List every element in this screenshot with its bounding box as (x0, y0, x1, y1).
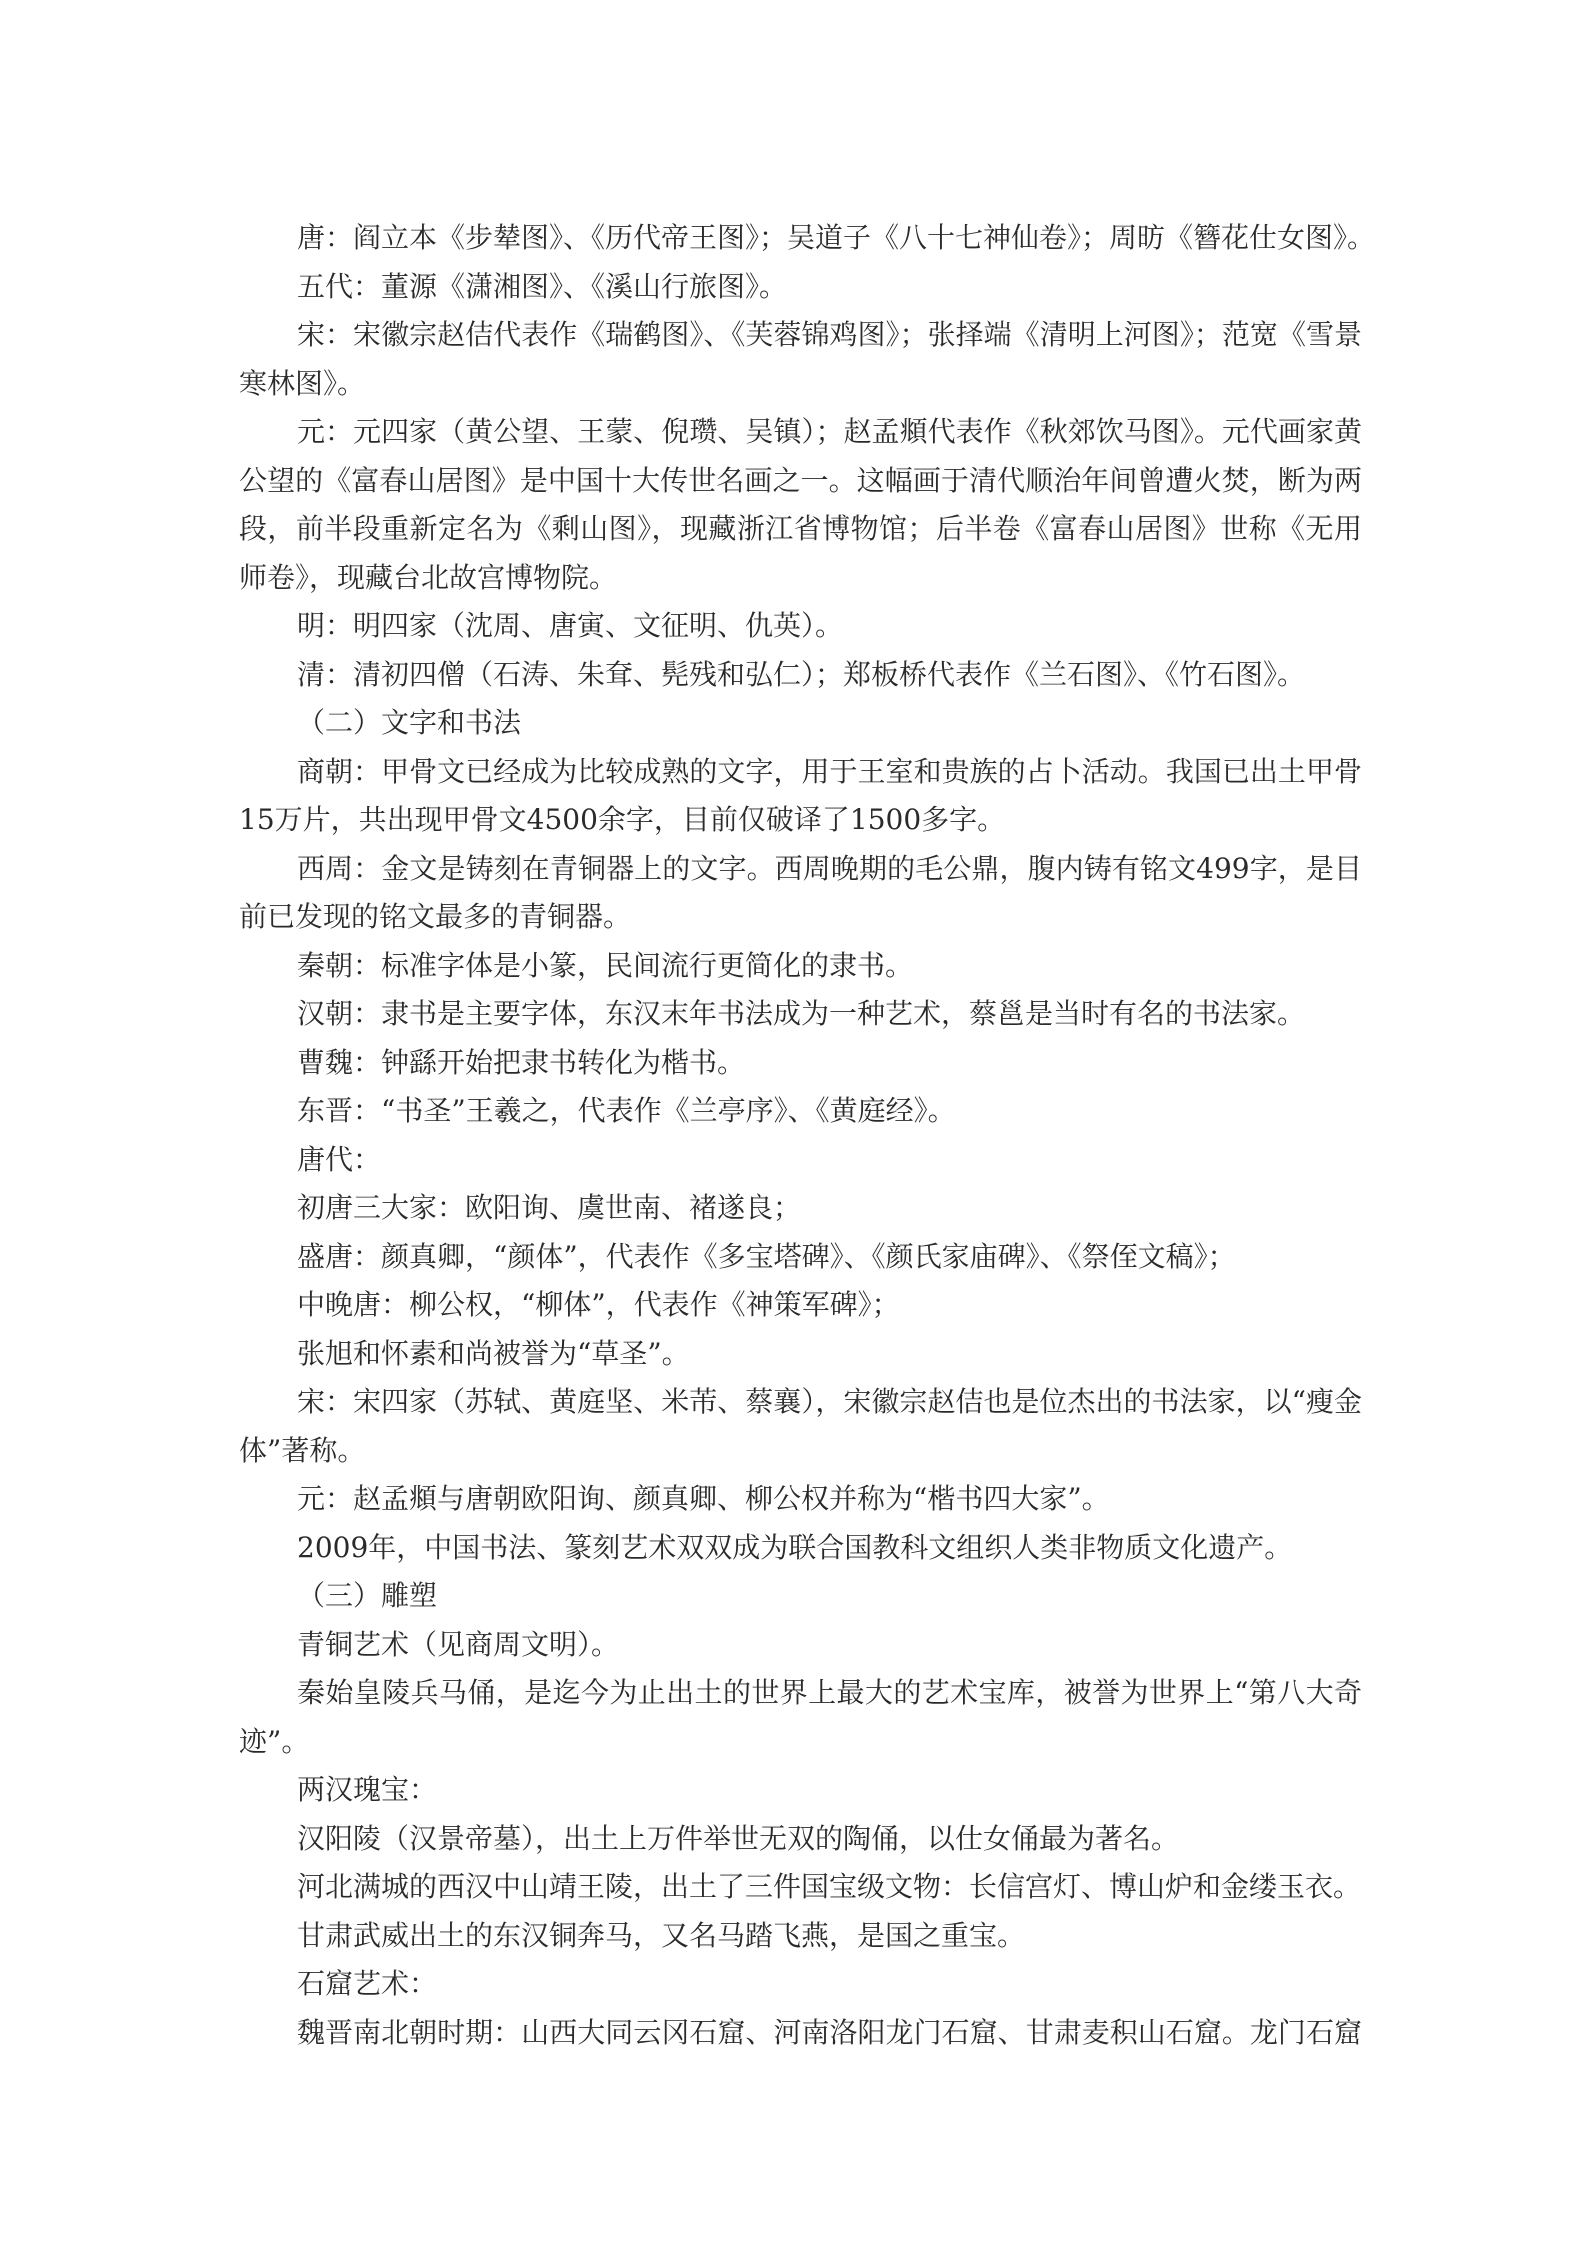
section-heading (239, 1572, 1362, 1621)
paragraph (239, 408, 1362, 602)
section-heading (239, 699, 1362, 748)
text-line: 公望的《富春山居图》是中国十大传世名画之一。这幅画于清代顺治年间曾遭火焚，断为两 (239, 463, 1362, 497)
text-line: 秦朝：标准字体是小篆，民间流行更简化的隶书。 (297, 948, 914, 982)
paragraph (239, 1912, 1362, 1961)
text-line: 迹”。 (239, 1724, 310, 1758)
text-line: 2009年，中国书法、篆刻艺术双双成为联合国教科文组织人类非物质文化遗产。 (297, 1530, 1293, 1564)
paragraph (239, 1815, 1362, 1864)
text-line: （三）雕塑 (297, 1579, 438, 1612)
paragraph (239, 602, 1362, 651)
text-line: （二）文字和书法 (297, 706, 522, 739)
paragraph (239, 1281, 1362, 1330)
text-line: 元：赵孟頫与唐朝欧阳询、颜真卿、柳公权并称为“楷书四大家”。 (297, 1482, 1110, 1515)
paragraph (239, 990, 1362, 1039)
text-line: 唐代： (297, 1142, 382, 1176)
paragraph (239, 214, 1376, 263)
paragraph (239, 1039, 1362, 1088)
text-line: 西周：金文是铸刻在青铜器上的文字。西周晚期的毛公鼎，腹内铸有铭文499字，是目 (297, 851, 1362, 885)
text-line: 中晚唐：柳公权，“柳体”，代表作《神策军碑》； (297, 1288, 900, 1321)
paragraph (239, 2009, 1362, 2058)
text-line: 初唐三大家：欧阳询、虞世南、褚遂良； (297, 1191, 802, 1224)
text-line: 五代：董源《潇湘图》、《溪山行旅图》。 (297, 269, 788, 303)
text-line: 唐：阎立本《步辇图》、《历代帝王图》；吴道子《八十七神仙卷》；周昉《簪花仕女图》。 (297, 221, 1376, 254)
text-line: 商朝：甲骨文已经成为比较成熟的文字，用于王室和贵族的占卜活动。我国已出土甲骨 (297, 754, 1362, 788)
text-line: 东晋：“书圣”王羲之，代表作《兰亭序》、《黄庭经》。 (297, 1094, 956, 1127)
document-page (239, 214, 1376, 2057)
paragraph (239, 942, 1362, 991)
paragraph (239, 1233, 1362, 1282)
text-line: 青铜艺术（见商周文明）。 (297, 1627, 620, 1661)
paragraph (239, 1669, 1362, 1766)
paragraph (239, 651, 1362, 700)
paragraph (239, 845, 1362, 942)
text-line: 师卷》，现藏台北故宫博物院。 (239, 560, 618, 594)
paragraph (239, 1524, 1362, 1573)
text-line: 15万片，共出现甲骨文4500余字，目前仅破译了1500多字。 (239, 803, 1006, 836)
paragraph (239, 1330, 1362, 1379)
paragraph (239, 1960, 1362, 2009)
text-line: 石窟艺术： (297, 1967, 438, 2000)
text-line: 宋：宋徽宗赵佶代表作《瑞鹤图》、《芙蓉锦鸡图》；张择端《清明上河图》；范宽《雪景 (297, 318, 1362, 351)
text-line: 秦始皇陵兵马俑，是迄今为止出土的世界上最大的艺术宝库，被誉为世界上“第八大奇 (297, 1676, 1362, 1709)
paragraph (239, 1136, 1362, 1185)
paragraph (239, 1184, 1362, 1233)
text-line: 甘肃武威出土的东汉铜奔马，又名马踏飞燕，是国之重宝。 (297, 1918, 1026, 1952)
text-line: 明：明四家（沈周、唐寅、文征明、仇英）。 (297, 609, 844, 642)
paragraph (239, 1378, 1362, 1475)
text-line: 体”著称。 (239, 1433, 366, 1467)
paragraph (239, 1766, 1362, 1815)
paragraph (239, 263, 1362, 312)
text-line: 曹魏：钟繇开始把隶书转化为楷书。 (297, 1045, 746, 1079)
text-line: 元：元四家（黄公望、王蒙、倪瓒、吴镇）；赵孟頫代表作《秋郊饮马图》。元代画家黄 (297, 415, 1362, 448)
paragraph (239, 1621, 1362, 1670)
text-line: 汉阳陵（汉景帝墓），出土上万件举世无双的陶俑，以仕女俑最为著名。 (297, 1821, 1180, 1855)
text-line: 宋：宋四家（苏轼、黄庭坚、米芾、蔡襄），宋徽宗赵佶也是位杰出的书法家，以“瘦金 (297, 1385, 1362, 1418)
paragraph (239, 748, 1362, 845)
text-line: 张旭和怀素和尚被誉为“草圣”。 (297, 1336, 690, 1370)
text-line: 两汉瑰宝： (297, 1773, 438, 1806)
text-line: 清：清初四僧（石涛、朱耷、髡残和弘仁）；郑板桥代表作《兰石图》、《竹石图》。 (297, 657, 1306, 691)
text-line: 段，前半段重新定名为《剩山图》，现藏浙江省博物馆；后半卷《富春山居图》世称《无用 (239, 512, 1362, 545)
text-line: 河北满城的西汉中山靖王陵，出土了三件国宝级文物：长信宫灯、博山炉和金缕玉衣。 (297, 1870, 1362, 1903)
paragraph (239, 311, 1362, 408)
text-line: 寒林图》。 (239, 366, 366, 400)
text-line: 盛唐：颜真卿，“颜体”，代表作《多宝塔碑》、《颜氏家庙碑》、《祭侄文稿》； (297, 1239, 1236, 1273)
text-line: 汉朝：隶书是主要字体，东汉末年书法成为一种艺术，蔡邕是当时有名的书法家。 (297, 997, 1306, 1030)
paragraph (239, 1087, 1362, 1136)
text-line: 前已发现的铭文最多的青铜器。 (239, 900, 632, 933)
text-line: 魏晋南北朝时期：山西大同云冈石窟、河南洛阳龙门石窟、甘肃麦积山石窟。龙门石窟 (297, 2015, 1362, 2049)
paragraph (239, 1863, 1362, 1912)
paragraph (239, 1475, 1362, 1524)
